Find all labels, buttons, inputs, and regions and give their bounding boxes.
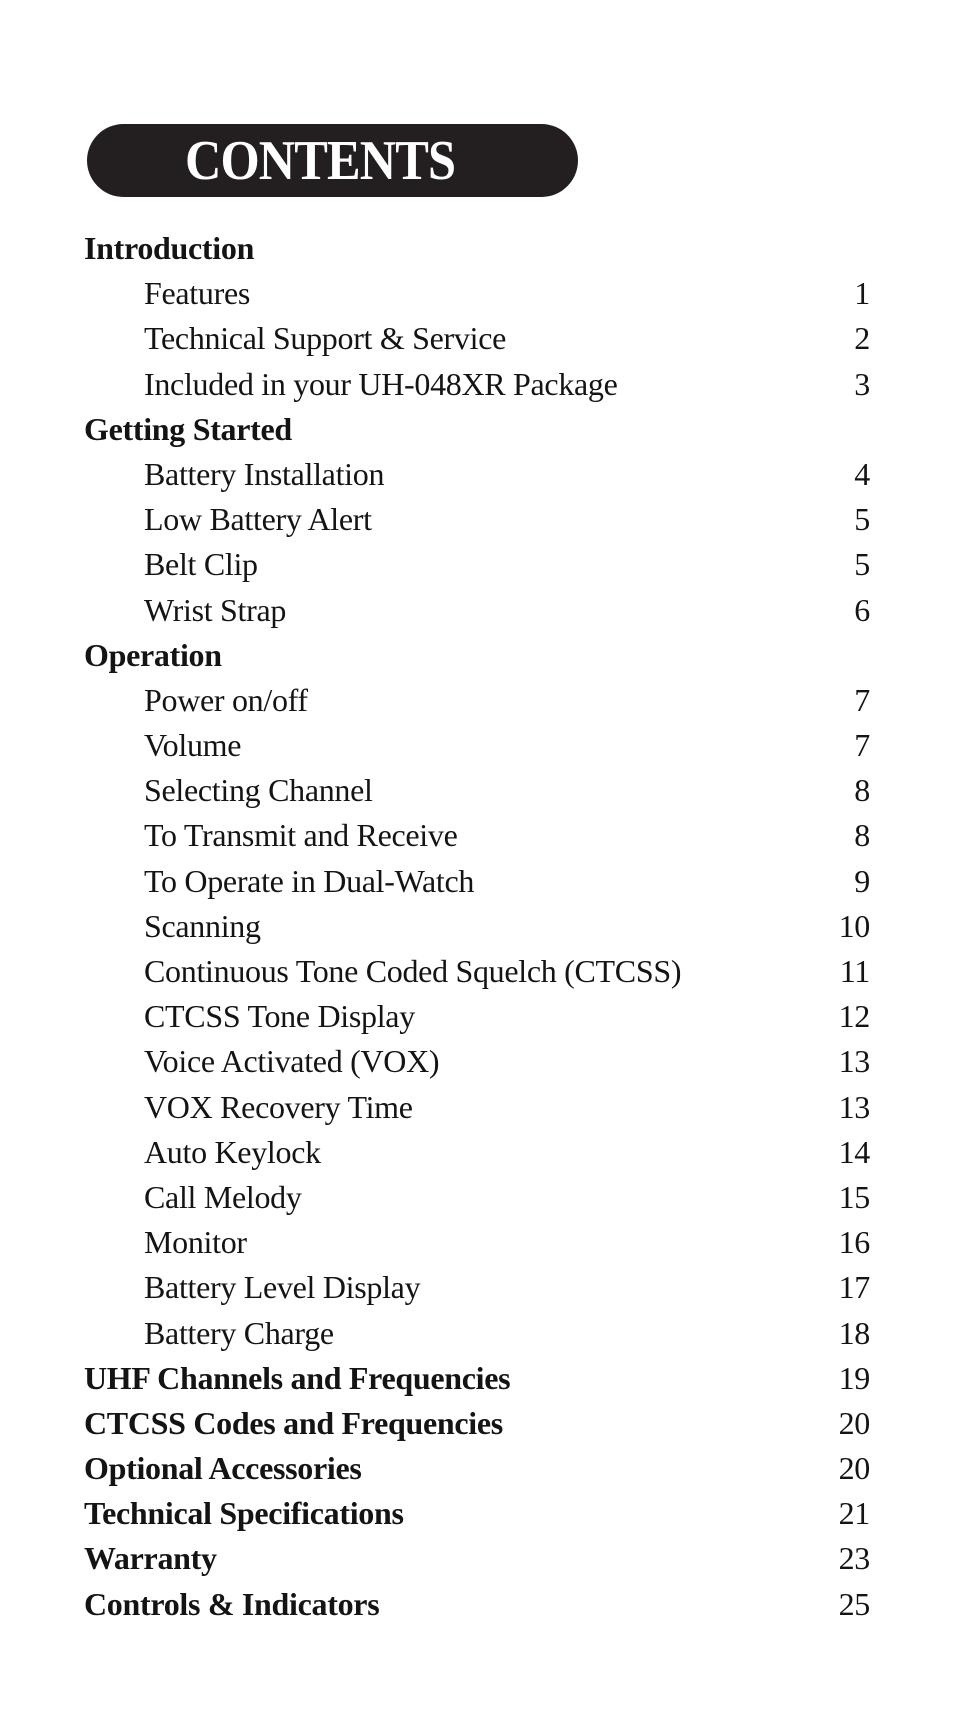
toc-entry-title: Voice Activated (VOX) bbox=[144, 1043, 440, 1080]
toc-item-row bbox=[84, 271, 870, 316]
toc-item-row bbox=[84, 904, 870, 949]
toc-item-row bbox=[84, 678, 870, 723]
toc-page-number: 4 bbox=[854, 455, 870, 492]
toc-entry-title: UHF Channels and Frequencies bbox=[84, 1359, 511, 1396]
toc-section-row bbox=[84, 1446, 870, 1491]
toc-page-number: 19 bbox=[838, 1359, 870, 1396]
toc-page-number: 16 bbox=[838, 1224, 870, 1261]
toc-section-row bbox=[84, 1356, 870, 1401]
toc-page-number: 5 bbox=[854, 501, 870, 538]
toc-entry-title: Call Melody bbox=[144, 1178, 302, 1215]
toc-page-number: 14 bbox=[838, 1133, 870, 1170]
toc-entry-title: Continuous Tone Coded Squelch (CTCSS) bbox=[144, 953, 682, 989]
toc-entry-title: To Transmit and Receive bbox=[144, 817, 458, 854]
toc-page-number: 13 bbox=[838, 1088, 870, 1125]
toc-entry-title: Volume bbox=[144, 727, 242, 764]
toc-section-row bbox=[84, 633, 870, 678]
toc-item-row bbox=[84, 723, 870, 768]
toc-entry-title: Monitor bbox=[144, 1224, 247, 1261]
toc-item-row bbox=[84, 859, 870, 904]
toc-entry-title: Warranty bbox=[84, 1540, 217, 1577]
toc-item-row bbox=[84, 1039, 870, 1084]
toc-entry-title: Technical Specifications bbox=[84, 1495, 404, 1532]
toc-entry-title: Selecting Channel bbox=[144, 772, 373, 809]
toc-page-number: 8 bbox=[854, 772, 870, 809]
toc-entry-title: Wrist Strap bbox=[144, 591, 287, 628]
toc-entry-title: Battery Level Display bbox=[144, 1269, 421, 1306]
toc-item-row bbox=[84, 497, 870, 542]
toc-item-row bbox=[84, 1175, 870, 1220]
toc-page-number: 11 bbox=[839, 953, 870, 989]
toc-page-number: 13 bbox=[838, 1043, 870, 1080]
toc-item-row bbox=[84, 542, 870, 587]
toc-page-number: 20 bbox=[838, 1404, 870, 1441]
toc-entry-title: To Operate in Dual-Watch bbox=[144, 862, 475, 899]
toc-section-row bbox=[84, 226, 870, 271]
toc-entry-title: Features bbox=[144, 275, 251, 312]
toc-entry-title: Included in your UH-048XR Package bbox=[144, 365, 618, 402]
toc-item-row bbox=[84, 768, 870, 813]
toc-section-row bbox=[84, 1536, 870, 1581]
toc-item-row bbox=[84, 588, 870, 633]
toc-section-row bbox=[84, 1582, 870, 1627]
toc-entry-title: CTCSS Tone Display bbox=[144, 998, 415, 1035]
toc-page-number: 1 bbox=[854, 275, 870, 312]
toc-page-number: 20 bbox=[838, 1450, 870, 1487]
toc-item-row bbox=[84, 949, 870, 994]
toc-item-row bbox=[84, 1220, 870, 1265]
toc-page-number: 8 bbox=[854, 817, 870, 854]
toc-entry-title: Battery Installation bbox=[144, 455, 385, 492]
toc-entry-title: Auto Keylock bbox=[144, 1133, 321, 1170]
toc-item-row bbox=[84, 452, 870, 497]
toc-item-row bbox=[84, 316, 870, 361]
toc-page-number: 7 bbox=[854, 681, 870, 718]
toc-page-number: 5 bbox=[854, 546, 870, 583]
toc-item-row bbox=[84, 1085, 870, 1130]
contents-banner bbox=[87, 124, 578, 197]
toc-entry-title: Battery Charge bbox=[144, 1314, 334, 1351]
toc-page-number: 17 bbox=[838, 1269, 870, 1306]
toc-page-number: 3 bbox=[854, 365, 870, 402]
toc-entry-title: Belt Clip bbox=[144, 546, 258, 583]
toc-item-row bbox=[84, 994, 870, 1039]
toc-entry-title: VOX Recovery Time bbox=[144, 1088, 413, 1125]
toc-page-number: 6 bbox=[854, 591, 870, 628]
toc-entry-title: Low Battery Alert bbox=[144, 501, 372, 538]
toc-page-number: 12 bbox=[838, 998, 870, 1035]
toc-section-row bbox=[84, 1491, 870, 1536]
toc-entry-title: Power on/off bbox=[144, 681, 308, 718]
toc-item-row bbox=[84, 1265, 870, 1310]
toc-item-row bbox=[84, 813, 870, 858]
toc-page-number: 10 bbox=[838, 907, 870, 944]
toc-item-row bbox=[84, 1311, 870, 1356]
toc-section-row bbox=[84, 407, 870, 452]
toc-entry-title: Technical Support & Service bbox=[144, 320, 506, 357]
toc-entry-title: Optional Accessories bbox=[84, 1450, 362, 1487]
toc-entry-title: CTCSS Codes and Frequencies bbox=[84, 1404, 503, 1441]
toc-page-number: 9 bbox=[854, 862, 870, 899]
toc-entry-title: Getting Started bbox=[84, 410, 292, 447]
toc-page-number: 21 bbox=[838, 1495, 870, 1532]
toc-section-row bbox=[84, 1401, 870, 1446]
toc-item-row bbox=[84, 362, 870, 407]
toc-entry-title: Controls & Indicators bbox=[84, 1585, 380, 1622]
table-of-contents bbox=[84, 226, 870, 1627]
toc-page-number: 25 bbox=[838, 1585, 870, 1622]
toc-entry-title: Operation bbox=[84, 636, 222, 673]
toc-page-number: 7 bbox=[854, 727, 870, 764]
toc-page-number: 2 bbox=[854, 320, 870, 357]
page-title: CONTENTS bbox=[184, 129, 456, 192]
toc-page-number: 15 bbox=[838, 1178, 870, 1215]
toc-entry-title: Scanning bbox=[144, 907, 261, 944]
toc-page-number: 18 bbox=[838, 1314, 870, 1351]
toc-entry-title: Introduction bbox=[84, 230, 255, 266]
toc-item-row bbox=[84, 1130, 870, 1175]
toc-page-number: 23 bbox=[838, 1540, 870, 1577]
